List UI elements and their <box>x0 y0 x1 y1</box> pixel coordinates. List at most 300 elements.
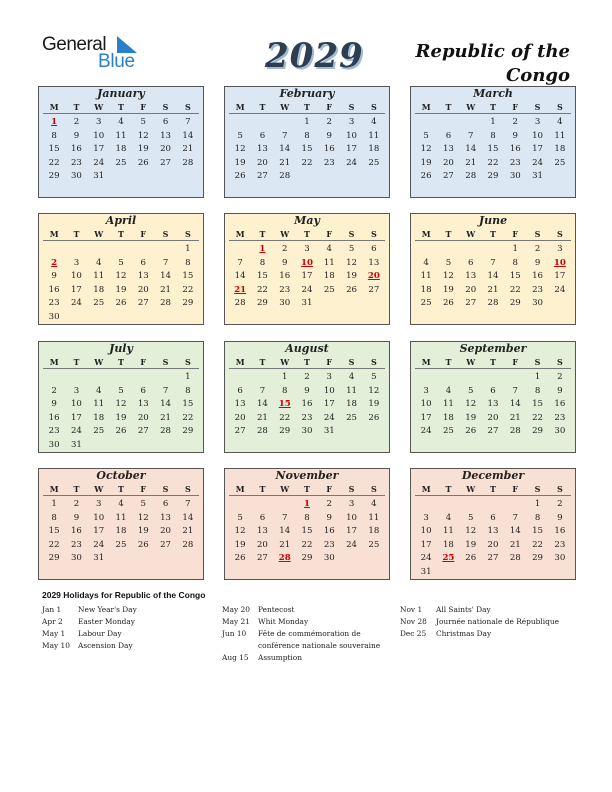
day-cell: 28 <box>509 426 521 437</box>
empty-cell <box>65 371 87 385</box>
weekday-label: W <box>466 484 476 494</box>
weekday-label: T <box>259 229 266 239</box>
day-cell: 24 <box>301 284 313 295</box>
weekday-label: S <box>556 484 563 494</box>
weekday-header <box>43 356 199 369</box>
holiday-name: Journée nationale de République <box>436 617 559 626</box>
day-cell: 14 <box>509 526 521 537</box>
weekday-label: F <box>140 229 147 239</box>
day-cell: 12 <box>234 526 246 537</box>
day-cell: 6 <box>140 385 147 396</box>
empty-cell <box>437 498 459 512</box>
empty-cell <box>43 243 65 257</box>
holiday-item <box>400 604 575 616</box>
empty-cell <box>274 498 296 512</box>
day-cell: 14 <box>279 144 291 155</box>
day-cell: 9 <box>557 385 563 396</box>
weekday-label: T <box>445 357 452 367</box>
day-cell: 15 <box>301 144 313 155</box>
weekday-label: F <box>512 102 519 112</box>
day-cell: 26 <box>465 553 477 564</box>
day-grid <box>229 243 385 311</box>
weekday-label: W <box>280 484 290 494</box>
day-cell: 12 <box>137 130 149 141</box>
day-cell: 3 <box>348 499 355 509</box>
day-cell: 25 <box>346 412 358 423</box>
empty-cell <box>274 116 296 130</box>
month-may <box>224 213 390 325</box>
day-cell: 16 <box>48 284 60 295</box>
day-cell: 24 <box>70 426 82 437</box>
day-cell: 13 <box>256 526 268 537</box>
day-cell: 2 <box>304 372 310 382</box>
day-cell: 14 <box>279 526 291 537</box>
day-cell: 28 <box>509 553 521 564</box>
month-title: April <box>105 214 137 227</box>
day-cell: 29 <box>532 553 544 564</box>
day-cell: 20 <box>256 539 268 550</box>
day-cell: 10 <box>346 512 358 523</box>
day-cell: 31 <box>93 553 105 564</box>
empty-cell <box>229 243 251 257</box>
day-cell: 22 <box>509 284 521 295</box>
weekday-label: T <box>304 229 310 239</box>
day-cell: 6 <box>490 385 496 396</box>
month-september <box>410 341 576 453</box>
day-cell: 2 <box>73 117 80 127</box>
weekday-header <box>229 483 385 496</box>
day-cell: 5 <box>467 512 474 523</box>
day-cell: 4 <box>326 244 333 254</box>
day-cell: 19 <box>442 284 454 295</box>
day-grid <box>43 116 199 184</box>
day-cell: 7 <box>512 385 519 396</box>
day-cell: 28 <box>160 298 172 309</box>
holiday-day: 1 <box>304 499 310 509</box>
day-cell: 2 <box>326 499 333 509</box>
day-cell: 15 <box>487 144 499 155</box>
day-cell: 16 <box>70 144 82 155</box>
day-cell: 30 <box>279 298 291 309</box>
empty-cell <box>460 498 482 512</box>
holiday-name: Easter Monday <box>78 617 135 626</box>
day-cell: 3 <box>73 385 80 396</box>
day-cell: 17 <box>323 399 335 410</box>
day-cell: 14 <box>182 130 194 141</box>
holiday-date: May 10 <box>42 641 70 650</box>
weekday-label: T <box>259 102 266 112</box>
day-cell: 6 <box>237 385 243 396</box>
day-cell: 29 <box>48 171 60 182</box>
weekday-label: T <box>490 357 496 367</box>
day-cell: 10 <box>93 130 105 141</box>
day-cell: 26 <box>115 298 127 309</box>
day-cell: 11 <box>346 385 358 396</box>
day-cell: 4 <box>95 257 102 268</box>
day-cell: 22 <box>182 284 194 295</box>
brand-name-general: General <box>42 34 107 55</box>
empty-cell <box>437 116 459 130</box>
weekday-label: F <box>140 102 147 112</box>
holiday-name: Assumption <box>258 653 302 662</box>
day-cell: 18 <box>368 526 380 537</box>
day-cell: 19 <box>137 144 149 155</box>
weekday-label: T <box>490 229 496 239</box>
day-cell: 29 <box>487 171 499 182</box>
day-cell: 27 <box>465 298 477 309</box>
day-cell: 10 <box>420 526 432 537</box>
day-cell: 8 <box>304 130 310 141</box>
day-cell: 7 <box>281 130 288 141</box>
weekday-label: T <box>445 102 452 112</box>
weekday-label: W <box>466 229 476 239</box>
empty-cell <box>251 371 273 385</box>
empty-cell <box>415 243 437 257</box>
weekday-label: S <box>184 102 191 112</box>
day-cell: 18 <box>554 144 566 155</box>
day-cell: 25 <box>554 157 566 168</box>
day-cell: 20 <box>160 526 172 537</box>
day-cell: 9 <box>51 271 57 282</box>
day-cell: 7 <box>490 257 496 268</box>
month-november <box>224 468 390 580</box>
weekday-label: S <box>162 357 169 367</box>
day-cell: 5 <box>140 499 147 509</box>
holiday-day: 1 <box>51 117 58 127</box>
day-cell: 21 <box>160 284 172 295</box>
day-cell: 3 <box>534 117 541 127</box>
day-cell: 27 <box>256 553 268 564</box>
day-cell: 14 <box>509 399 521 410</box>
empty-cell <box>65 243 87 257</box>
holiday-column <box>400 604 575 640</box>
day-grid <box>43 498 199 566</box>
day-cell: 7 <box>467 130 474 141</box>
month-august <box>224 341 390 453</box>
day-cell: 27 <box>442 171 454 182</box>
day-cell: 2 <box>326 117 333 127</box>
weekday-label: F <box>326 102 333 112</box>
day-cell: 9 <box>73 130 80 141</box>
day-cell: 15 <box>182 399 194 410</box>
day-cell: 4 <box>557 117 563 127</box>
day-cell: 11 <box>93 399 105 410</box>
day-cell: 31 <box>70 439 82 450</box>
weekday-label: T <box>118 229 124 239</box>
day-cell: 16 <box>323 144 335 155</box>
day-cell: 24 <box>532 157 544 168</box>
day-cell: 13 <box>137 399 149 410</box>
day-cell: 27 <box>160 539 172 550</box>
day-cell: 22 <box>487 157 499 168</box>
month-title: February <box>279 87 335 100</box>
day-cell: 25 <box>323 284 335 295</box>
holiday-column <box>42 604 212 652</box>
day-grid <box>415 498 571 580</box>
holiday-day: 15 <box>278 399 291 410</box>
day-cell: 24 <box>93 157 105 168</box>
empty-cell <box>415 116 437 130</box>
weekday-label: W <box>466 357 476 367</box>
day-cell: 29 <box>301 553 313 564</box>
weekday-label: F <box>326 229 333 239</box>
day-cell: 13 <box>487 526 499 537</box>
day-cell: 17 <box>346 526 358 537</box>
day-cell: 2 <box>534 244 541 254</box>
day-cell: 12 <box>115 399 127 410</box>
day-cell: 28 <box>465 171 477 182</box>
day-cell: 9 <box>73 512 80 523</box>
day-cell: 8 <box>534 512 541 523</box>
day-cell: 30 <box>554 426 566 437</box>
day-cell: 14 <box>487 271 499 282</box>
day-cell: 8 <box>51 512 57 523</box>
holiday-name: New Year's Day <box>78 605 137 614</box>
day-cell: 2 <box>73 499 80 509</box>
day-cell: 22 <box>301 539 313 550</box>
weekday-label: T <box>118 484 124 494</box>
weekday-header <box>415 483 571 496</box>
day-cell: 11 <box>442 526 454 537</box>
day-cell: 8 <box>259 257 266 268</box>
day-cell: 29 <box>532 426 544 437</box>
day-cell: 17 <box>420 412 432 423</box>
holiday-day: 10 <box>301 257 313 268</box>
day-cell: 16 <box>301 399 313 410</box>
brand-logo <box>42 34 142 74</box>
weekday-label: S <box>556 102 563 112</box>
day-cell: 14 <box>465 144 477 155</box>
day-cell: 15 <box>48 526 60 537</box>
day-cell: 30 <box>532 298 544 309</box>
day-cell: 5 <box>237 512 243 523</box>
day-cell: 26 <box>465 426 477 437</box>
holiday-date: Jun 10 <box>222 629 247 638</box>
day-cell: 8 <box>51 130 57 141</box>
day-cell: 10 <box>70 399 82 410</box>
weekday-label: T <box>445 484 452 494</box>
day-cell: 11 <box>115 512 127 523</box>
day-cell: 8 <box>185 257 191 268</box>
day-cell: 21 <box>279 157 291 168</box>
holiday-item <box>42 616 212 628</box>
day-cell: 11 <box>115 130 127 141</box>
weekday-label: T <box>304 484 310 494</box>
day-cell: 26 <box>346 284 358 295</box>
day-cell: 1 <box>281 372 288 382</box>
empty-cell <box>504 498 526 512</box>
day-cell: 29 <box>182 426 194 437</box>
weekday-label: T <box>304 102 310 112</box>
day-cell: 31 <box>93 171 105 182</box>
day-cell: 30 <box>323 553 335 564</box>
day-cell: 22 <box>301 157 313 168</box>
weekday-label: M <box>421 357 431 367</box>
day-cell: 25 <box>93 298 105 309</box>
day-cell: 24 <box>323 412 335 423</box>
empty-cell <box>437 243 459 257</box>
day-cell: 20 <box>256 157 268 168</box>
holiday-item <box>42 628 212 640</box>
day-cell: 30 <box>48 439 60 450</box>
day-grid <box>415 116 571 184</box>
day-cell: 4 <box>445 385 452 396</box>
day-cell: 18 <box>442 539 454 550</box>
empty-cell <box>251 498 273 512</box>
month-title: November <box>275 469 339 482</box>
holiday-name: Whit Monday <box>258 617 309 626</box>
weekday-header <box>43 228 199 241</box>
empty-cell <box>110 243 132 257</box>
day-cell: 16 <box>532 271 544 282</box>
day-cell: 20 <box>487 412 499 423</box>
holiday-item <box>400 628 575 640</box>
day-cell: 19 <box>368 399 380 410</box>
day-cell: 26 <box>234 553 246 564</box>
day-cell: 29 <box>48 553 60 564</box>
empty-cell <box>482 498 504 512</box>
day-cell: 21 <box>509 412 521 423</box>
day-cell: 18 <box>346 399 358 410</box>
day-cell: 17 <box>420 539 432 550</box>
day-cell: 15 <box>182 271 194 282</box>
weekday-label: M <box>235 102 245 112</box>
day-cell: 6 <box>371 244 377 254</box>
day-cell: 11 <box>93 271 105 282</box>
day-cell: 26 <box>137 157 149 168</box>
day-cell: 22 <box>48 157 60 168</box>
day-cell: 4 <box>118 499 124 509</box>
day-cell: 13 <box>442 144 454 155</box>
day-cell: 19 <box>115 284 127 295</box>
weekday-label: T <box>259 484 266 494</box>
weekday-label: T <box>490 484 496 494</box>
day-cell: 21 <box>182 526 194 537</box>
brand-name-blue: Blue <box>98 51 135 72</box>
day-cell: 26 <box>137 539 149 550</box>
day-cell: 4 <box>371 499 377 509</box>
weekday-label: S <box>370 357 377 367</box>
day-cell: 3 <box>326 372 333 382</box>
weekday-label: F <box>326 484 333 494</box>
weekday-label: M <box>421 229 431 239</box>
day-cell: 20 <box>137 284 149 295</box>
weekday-label: T <box>73 357 80 367</box>
day-cell: 29 <box>256 298 268 309</box>
day-cell: 12 <box>420 144 432 155</box>
weekday-label: F <box>512 229 519 239</box>
day-cell: 10 <box>70 271 82 282</box>
day-cell: 1 <box>185 372 191 382</box>
month-december <box>410 468 576 580</box>
day-cell: 6 <box>162 117 169 127</box>
weekday-label: F <box>140 484 147 494</box>
empty-cell <box>415 371 437 385</box>
day-cell: 4 <box>118 117 124 127</box>
day-cell: 28 <box>256 426 268 437</box>
day-cell: 13 <box>256 144 268 155</box>
holiday-item <box>222 616 392 628</box>
day-cell: 7 <box>185 117 191 127</box>
day-cell: 7 <box>512 512 519 523</box>
day-cell: 13 <box>487 399 499 410</box>
day-cell: 13 <box>465 271 477 282</box>
holiday-name: Fête de commémoration de conférence nationale souveraine <box>258 629 381 650</box>
day-cell: 14 <box>234 271 246 282</box>
month-title: May <box>294 214 320 227</box>
day-cell: 6 <box>467 257 474 268</box>
empty-cell <box>88 371 110 385</box>
month-june <box>410 213 576 325</box>
day-cell: 13 <box>234 399 246 410</box>
day-cell: 30 <box>48 311 60 322</box>
weekday-label: S <box>370 484 377 494</box>
day-cell: 23 <box>323 157 335 168</box>
holiday-item <box>222 628 392 652</box>
day-cell: 8 <box>281 385 288 396</box>
day-cell: 8 <box>512 257 519 268</box>
day-cell: 16 <box>323 526 335 537</box>
weekday-label: S <box>556 229 563 239</box>
weekday-label: M <box>49 357 59 367</box>
day-cell: 19 <box>234 157 246 168</box>
day-cell: 16 <box>554 399 566 410</box>
day-cell: 27 <box>487 426 499 437</box>
day-cell: 14 <box>182 512 194 523</box>
day-cell: 27 <box>368 284 380 295</box>
weekday-label: S <box>348 484 355 494</box>
day-cell: 29 <box>182 298 194 309</box>
holiday-day: 20 <box>367 271 380 282</box>
weekday-label: S <box>184 484 191 494</box>
holiday-item <box>400 616 575 628</box>
day-grid <box>415 371 571 439</box>
weekday-header <box>415 228 571 241</box>
weekday-label: F <box>512 484 519 494</box>
weekday-label: M <box>49 102 59 112</box>
weekday-label: W <box>94 102 104 112</box>
day-cell: 15 <box>256 271 268 282</box>
day-cell: 3 <box>73 257 80 268</box>
day-cell: 15 <box>509 271 521 282</box>
day-cell: 23 <box>509 157 521 168</box>
weekday-label: T <box>118 102 124 112</box>
day-cell: 23 <box>532 284 544 295</box>
day-cell: 1 <box>534 499 541 509</box>
weekday-label: S <box>162 229 169 239</box>
day-cell: 17 <box>346 144 358 155</box>
day-cell: 11 <box>420 271 432 282</box>
day-cell: 25 <box>115 157 127 168</box>
day-cell: 30 <box>70 171 82 182</box>
day-cell: 19 <box>465 539 477 550</box>
weekday-header <box>229 228 385 241</box>
empty-cell <box>482 371 504 385</box>
weekday-label: W <box>466 102 476 112</box>
day-cell: 17 <box>70 284 82 295</box>
weekday-label: W <box>94 484 104 494</box>
day-cell: 30 <box>554 553 566 564</box>
day-cell: 25 <box>442 426 454 437</box>
day-cell: 11 <box>442 399 454 410</box>
day-cell: 22 <box>182 412 194 423</box>
day-grid <box>229 371 385 439</box>
empty-cell <box>229 498 251 512</box>
day-cell: 4 <box>445 512 452 523</box>
day-cell: 23 <box>70 539 82 550</box>
day-cell: 27 <box>160 157 172 168</box>
day-cell: 5 <box>237 130 243 141</box>
